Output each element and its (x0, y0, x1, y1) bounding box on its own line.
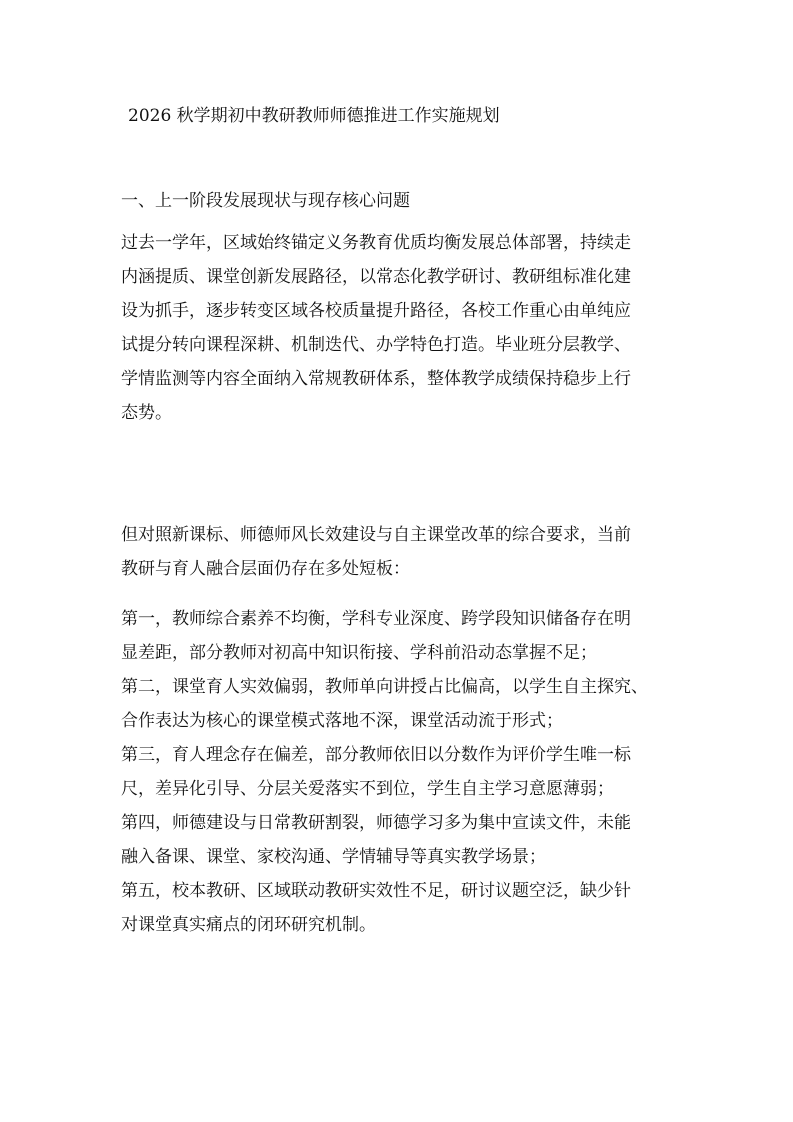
section-heading: 一、上一阶段发展现状与现存核心问题 (121, 191, 410, 211)
problem-line: 第五，校本教研、区域联动教研实效性不足，研讨议题空泛，缺少针 (121, 881, 631, 901)
document-title: 2026 秋学期初中教研教师师德推进工作实施规划 (128, 106, 500, 126)
paragraph-line: 态势。 (121, 403, 172, 423)
problem-line: 第一，教师综合素养不均衡，学科专业深度、跨学段知识储备存在明 (121, 609, 631, 629)
paragraph-line: 内涵提质、课堂创新发展路径，以常态化教学研讨、教研组标准化建 (121, 267, 631, 287)
problem-line: 尺，差异化引导、分层关爱落实不到位，学生自主学习意愿薄弱； (121, 779, 614, 799)
problem-line: 对课堂真实痛点的闭环研究机制。 (121, 915, 376, 935)
problem-line: 融入备课、课堂、家校沟通、学情辅导等真实教学场景； (121, 847, 546, 867)
problem-line: 显差距，部分教师对初高中知识衔接、学科前沿动态掌握不足； (121, 643, 597, 663)
paragraph-line: 试提分转向课程深耕、机制迭代、办学特色打造。毕业班分层教学、 (121, 335, 631, 355)
problem-line: 第二，课堂育人实效偏弱，教师单向讲授占比偏高，以学生自主探究、 (121, 677, 648, 697)
paragraph-line: 过去一学年，区域始终锚定义务教育优质均衡发展总体部署，持续走 (121, 233, 631, 253)
paragraph-line: 设为抓手，逐步转变区域各校质量提升路径，各校工作重心由单纯应 (121, 301, 631, 321)
paragraph-line: 教研与育人融合层面仍存在多处短板： (121, 559, 410, 579)
paragraph-line: 但对照新课标、师德师风长效建设与自主课堂改革的综合要求，当前 (121, 525, 631, 545)
problem-line: 第三，育人理念存在偏差，部分教师依旧以分数作为评价学生唯一标 (121, 745, 631, 765)
section-heading-block (121, 184, 681, 218)
shortcomings-intro-paragraph (121, 518, 681, 586)
intro-paragraph (121, 226, 681, 430)
paragraph-line: 学情监测等内容全面纳入常规教研体系，整体教学成绩保持稳步上行 (121, 369, 631, 389)
problem-line: 第四，师德建设与日常教研割裂，师德学习多为集中宣读文件，未能 (121, 813, 631, 833)
problem-list (121, 602, 681, 942)
problem-line: 合作表达为核心的课堂模式落地不深，课堂活动流于形式； (121, 711, 563, 731)
